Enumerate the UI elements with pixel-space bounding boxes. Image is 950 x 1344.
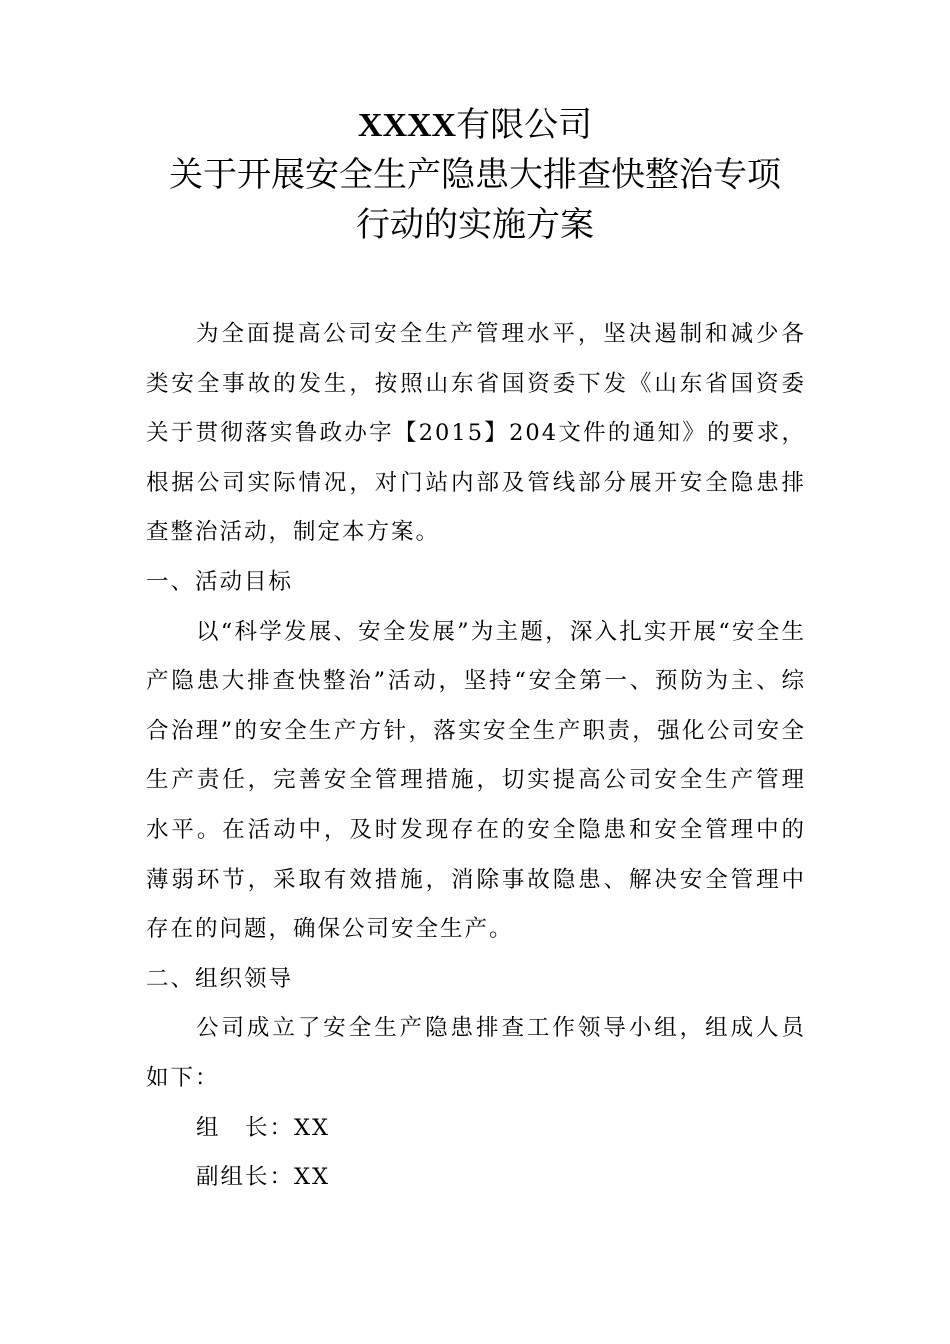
section-1-heading: 一、活动目标 xyxy=(146,568,294,595)
title-line-3: 行动的实施方案 xyxy=(356,205,594,245)
leader-line: 组 长：XX xyxy=(196,1114,331,1141)
section-2-paragraph: 公司成立了安全生产隐患排查工作领导小组，组成人员如下： xyxy=(146,1015,806,1091)
title-company-prefix: XXXX xyxy=(357,107,457,144)
document-body xyxy=(146,310,806,1203)
deputy-leader-line: 副组长：XX xyxy=(196,1164,331,1191)
document-title xyxy=(0,100,950,250)
title-company-suffix: 有限公司 xyxy=(456,105,593,145)
section-1-paragraph: 以“科学发展、安全发展”为主题，深入扎实开展“安全生产隐患大排查快整治”活动，坚持“安全第一、预防为主、综合治理”的安全生产方针，落实安全生产职责，强化公司安全生产责任，完善安全管理措施，切实提高公司安全生产管理水平。在活动中，及时发现存在的安全隐患和安全管理中的薄弱环节，采取有效措施，消除事故隐患、解决安全管理中存在的问题，确保公司安全生产。 xyxy=(146,618,806,943)
intro-paragraph: 为全面提高公司安全生产管理水平，坚决遏制和减少各类安全事故的发生，按照山东省国资委下发《山东省国资委关于贯彻落实鲁政办字【2015】204文件的通知》的要求，根据公司实际情况，对门站内部及管线部分展开安全隐患排查整治活动，制定本方案。 xyxy=(146,321,806,546)
title-company-line xyxy=(0,100,950,150)
section-2-heading: 二、组织领导 xyxy=(146,965,294,992)
title-line-2: 关于开展安全生产隐患大排查快整治专项 xyxy=(169,155,781,195)
